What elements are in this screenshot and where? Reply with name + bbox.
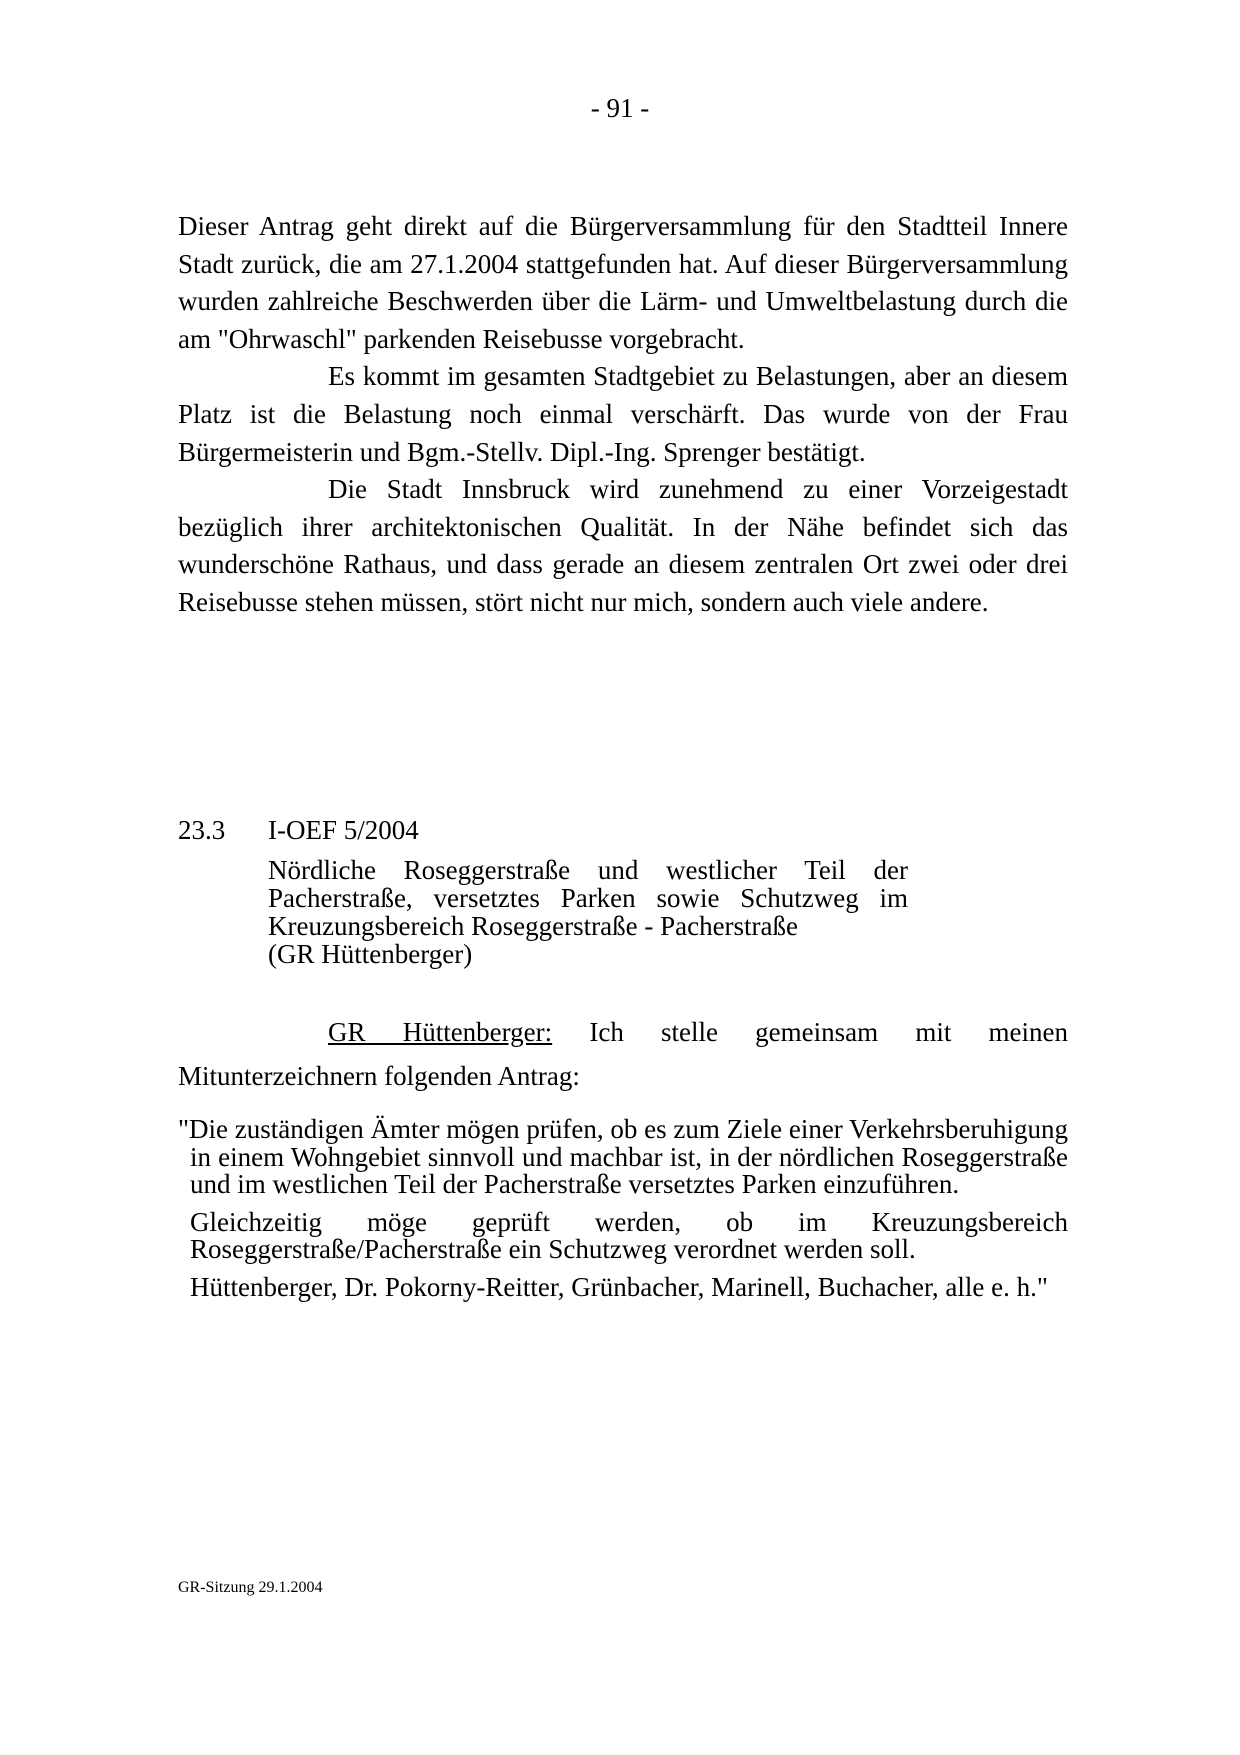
- speaker-name: GR Hüttenberger:: [328, 1017, 553, 1047]
- footer-session-date: GR-Sitzung 29.1.2004: [178, 1579, 323, 1596]
- motion-paragraph: Gleichzeitig möge geprüft werden, ob im Kreuzungsbereich Roseggerstraße/Pacherstraße ein Schutzweg verordnet werden soll.: [190, 1206, 1068, 1264]
- speech-paragraph: [178, 1010, 1068, 1098]
- intro-paragraph: Es kommt im gesamten Stadtgebiet zu Belastungen, aber an diesem Platz ist die Belastung noch einmal verschärft. Das wurde von der Frau Bürgermeisterin und Bgm.-Stellv. Dipl.-Ing. Sprenger bestätigt.: [178, 361, 1068, 467]
- intro-paragraph: Die Stadt Innsbruck wird zunehmend zu einer Vorzeigestadt bezüglich ihrer architektonischen Qualität. In der Nähe befindet sich das wunderschöne Rathaus, und dass gerade an diesem zentralen Ort zwei oder drei Reisebusse stehen müssen, stört nicht nur mich, sondern auch viele andere.: [178, 474, 1068, 617]
- agenda-item-title-block: [268, 856, 908, 968]
- agenda-item-author: (GR Hüttenberger): [268, 939, 473, 969]
- page-number: - 91 -: [590, 93, 650, 123]
- motion-paragraph: "Die zuständigen Ämter mögen prüfen, ob es zum Ziele einer Verkehrsberuhigung in einem Wohngebiet sinnvoll und machbar ist, in der nördlichen Roseggerstraße und im westlichen Teil der Pacherstraße versetztes Parken einzuführen.: [178, 1114, 1068, 1199]
- agenda-item-title: Nördliche Roseggerstraße und westlicher Teil der Pacherstraße, versetztes Parken sowie Schutzweg im Kreuzungsbereich Roseggerstraße - Pacherstraße: [268, 855, 908, 941]
- agenda-item-number: 23.3: [178, 815, 226, 845]
- motion-quote: [178, 1116, 1068, 1311]
- motion-signatories: Hüttenberger, Dr. Pokorny-Reitter, Grünbacher, Marinell, Buchacher, alle e. h.": [190, 1271, 1048, 1302]
- agenda-item-code: I-OEF 5/2004: [268, 815, 419, 845]
- speech-text: Ich stelle gemeinsam mit meinen Mitunterzeichnern folgenden Antrag:: [178, 1017, 1068, 1091]
- intro-paragraph: Dieser Antrag geht direkt auf die Bürgerversammlung für den Stadtteil Innere Stadt zurück, die am 27.1.2004 stattgefunden hat. Auf dieser Bürgerversammlung wurden zahlreiche Beschwerden über die Lärm- und Umweltbelastung durch die am "Ohrwaschl" parkenden Reisebusse vorgebracht.: [178, 211, 1068, 354]
- intro-section: [178, 208, 1068, 622]
